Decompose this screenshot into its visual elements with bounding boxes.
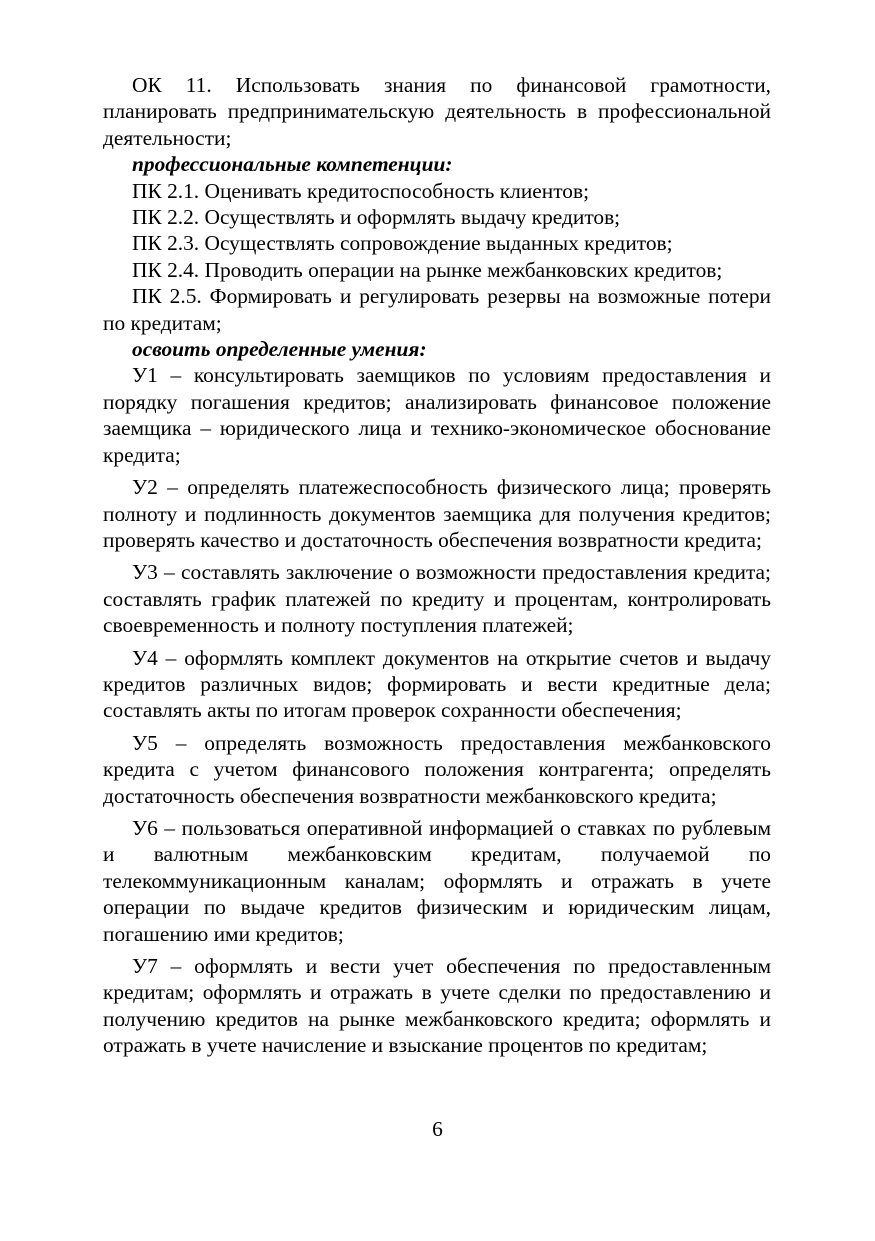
document-page [103,72,771,1059]
skill-u5: У5 – определять возможность предоставления межбанковского кредита с учетом финансового положения контрагента; определять достаточность обеспечения возвратности межбанковского кредита; [103,730,771,808]
heading-skills: освоить определенные умения: [132,337,427,362]
skill-u6: У6 – пользоваться оперативной информацией о ставках по рублевым и валютным межбанковским кредитам, получаемой по телекоммуникационным каналам; оформлять и отражать в учете операции по выдаче кредитов физическим и юридическим лицам, погашению ими кредитов; [103,815,771,946]
skill-u7: У7 – оформлять и вести учет обеспечения по предоставленным кредитам; оформлять и отражать в учете сделки по предоставлению и получению кредитов на рынке межбанковского кредита; оформлять и отражать в учете начисление и взыскание процентов по кредитам; [103,954,771,1058]
competency-pk-2-5: ПК 2.5. Формировать и регулировать резервы на возможные потери по кредитам; [103,284,771,335]
heading-professional-competencies: профессиональные компетенции: [132,152,453,177]
paragraph-ok11: ОК 11. Использовать знания по финансовой грамотности, планировать предпринимательскую деятельность в профессиональной деятельности; [103,73,771,150]
skill-u1: У1 – консультировать заемщиков по условиям предоставления и порядку погашения кредитов; анализировать финансовое положение заемщика – юридического лица и технико-экономическое обоснование кредита; [103,363,771,467]
page-number: 6 [432,1117,443,1141]
skill-u4: У4 – оформлять комплект документов на открытие счетов и выдачу кредитов различных видов; формировать и вести кредитные дела; составлять акты по итогам проверок сохранности обеспечения; [103,645,771,723]
competency-pk-2-4: ПК 2.4. Проводить операции на рынке межбанковских кредитов; [132,257,723,282]
skill-u3: У3 – составлять заключение о возможности предоставления кредита; составлять график платежей по кредиту и процентам, контролировать своевременность и полноту поступления платежей; [103,560,771,638]
skill-u2: У2 – определять платежеспособность физического лица; проверять полноту и подлинность документов заемщика для получения кредитов; проверять качество и достаточность обеспечения возвратности кредита; [103,475,771,552]
competency-pk-2-1: ПК 2.1. Оценивать кредитоспособность клиентов; [132,178,590,203]
competency-pk-2-2: ПК 2.2. Осуществлять и оформлять выдачу кредитов; [132,205,621,230]
competency-pk-2-3: ПК 2.3. Осуществлять сопровождение выданных кредитов; [132,231,673,256]
